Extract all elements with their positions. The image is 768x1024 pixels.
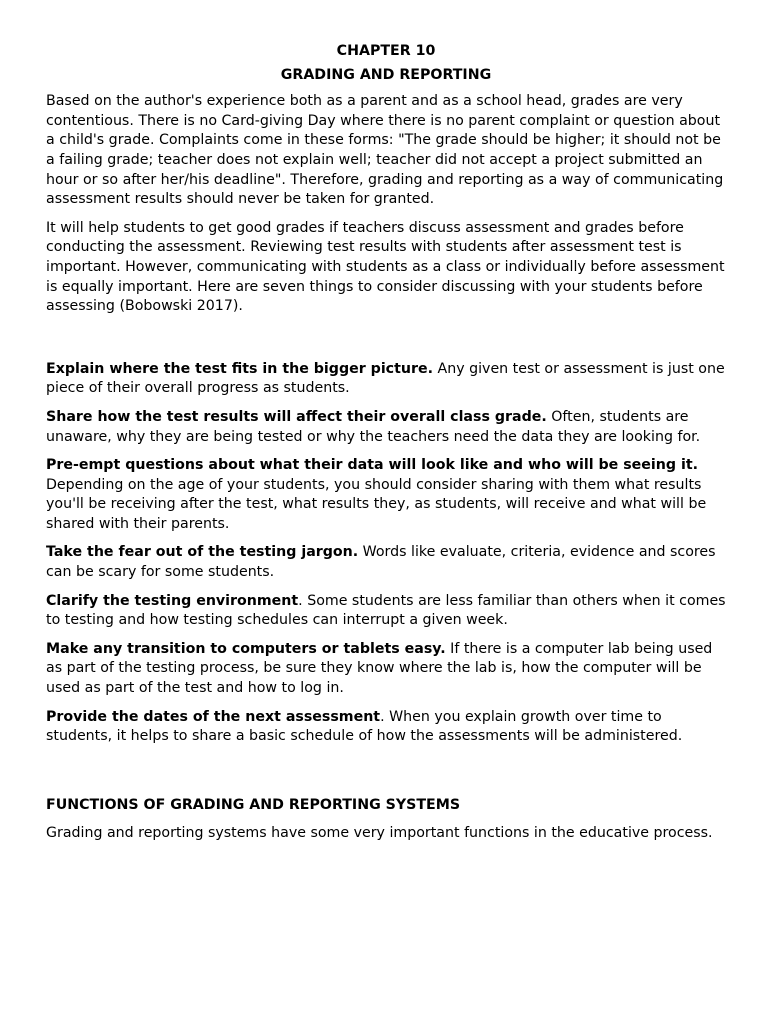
tip-2: [46, 408, 726, 447]
tip-1-lead: Explain where the test fits in the bigger picture.: [46, 360, 433, 377]
tip-1-body: Any given test or assessment is just one piece of their overall progress as students.: [46, 360, 725, 397]
tip-5-lead: Clarify the testing environment: [46, 592, 299, 609]
tip-6-lead: Make any transition to computers or tablets easy.: [46, 640, 446, 657]
tip-4: [46, 543, 726, 582]
tip-6-body: If there is a computer lab being used as part of the testing process, be sure they know where the lab is, how the computer will be used as part of the test and how to log in.: [46, 640, 713, 697]
tip-3-lead: Pre-empt questions about what their data will look like and who will be seeing it.: [46, 457, 699, 474]
tip-5-body: . Some students are less familiar than others when it comes to testing and how testing schedules can interrupt a given week.: [46, 592, 726, 629]
tip-3-body: Depending on the age of your students, you should consider sharing with them what results you'll be receiving after the test, what results they, as students, will receive and what will be shared with their parents.: [46, 476, 707, 532]
spacer: [46, 326, 726, 360]
section-heading: FUNCTIONS OF GRADING AND REPORTING SYSTEMS: [46, 796, 461, 813]
tip-3: [46, 456, 726, 534]
tip-4-lead: Take the fear out of the testing jargon.: [46, 544, 359, 561]
tip-7-body: . When you explain growth over time to students, it helps to share a basic schedule of how the assessments will be administered.: [46, 708, 683, 745]
tip-5: [46, 592, 726, 631]
tip-4-body: Words like evaluate, criteria, evidence and scores can be scary for some students.: [46, 544, 716, 581]
chapter-title: GRADING AND REPORTING: [280, 66, 492, 83]
intro-paragraph-1: Based on the author's experience both as a parent and as a school head, grades are very contentious. There is no Card-giving Day where there is no parent complaint or question about a child's grade. Complaints come in these forms: "The grade should be higher; it should not be a failing grade; teacher does not explain well; teacher did not accept a project submitted an hour or so after her/his deadline". Therefore, grading and reporting as a way of communicating assessment results should never be taken for granted.: [46, 93, 724, 208]
tip-6: [46, 640, 726, 699]
section-paragraph: Grading and reporting systems have some very important functions in the educative process.: [46, 825, 713, 842]
tip-2-body: Often, students are unaware, why they are being tested or why the teachers need the data they are looking for.: [46, 408, 701, 445]
spacer: [46, 756, 726, 796]
tip-1: [46, 360, 726, 399]
tip-7-lead: Provide the dates of the next assessment: [46, 708, 381, 725]
tip-2-lead: Share how the test results will affect their overall class grade.: [46, 408, 547, 425]
tip-7: [46, 708, 726, 747]
document-page: [46, 40, 726, 853]
intro-paragraph-2: It will help students to get good grades if teachers discuss assessment and grades before conducting the assessment. Reviewing test results with students after assessment test is important. However, communicating with students as a class or individually before assessment is equally important. Here are seven things to consider discussing with your students before assessing (Bobowski 2017).: [46, 219, 725, 315]
chapter-label: CHAPTER 10: [336, 43, 436, 59]
